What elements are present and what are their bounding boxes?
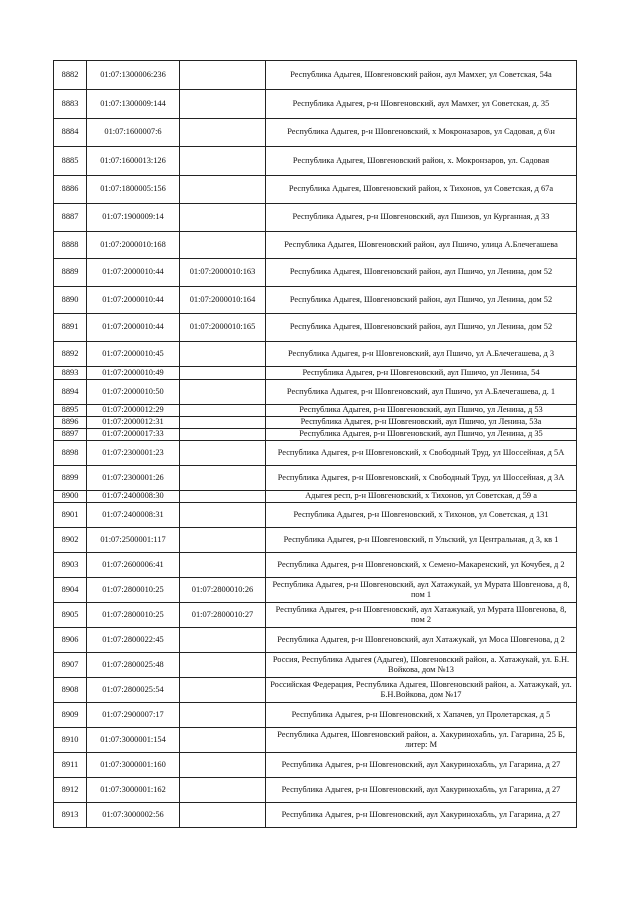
row-number-cell: 8902 [54, 528, 87, 553]
cadastral-number-cell: 01:07:3000001:162 [87, 778, 180, 803]
row-number-cell: 8887 [54, 204, 87, 232]
cadastral-number-cell: 01:07:2000010:44 [87, 287, 180, 314]
address-cell: Республика Адыгея, р-н Шовгеновский, аул Хатажукай, ул Моса Шовгенова, д 2 [266, 628, 577, 653]
table-row [54, 367, 577, 380]
cadastral-number-cell: 01:07:2000010:49 [87, 367, 180, 380]
row-number-cell: 8885 [54, 147, 87, 176]
cadastral-number-cell: 01:07:1600013:126 [87, 147, 180, 176]
premises-cadastral-cell [180, 380, 266, 405]
premises-cadastral-cell [180, 90, 266, 119]
cadastral-number-cell: 01:07:2400008:31 [87, 503, 180, 528]
cadastral-number-cell: 01:07:2000010:50 [87, 380, 180, 405]
address-cell: Республика Адыгея, р-н Шовгеновский, аул Хакуринохабль, ул Гагарина, д 27 [266, 753, 577, 778]
address-cell: Российская Федерация, Республика Адыгея, Шовгеновский район, а. Хатажукай, ул. Б.Н.Войкова, дом №17 [266, 678, 577, 703]
address-cell: Республика Адыгея, р-н Шовгеновский, аул Хакуринохабль, ул Гагарина, д 27 [266, 803, 577, 828]
row-number-cell: 8906 [54, 628, 87, 653]
address-cell: Республика Адыгея, Шовгеновский район, аул Пшичо, ул Ленина, дом 52 [266, 259, 577, 287]
premises-cadastral-cell [180, 653, 266, 678]
table-row [54, 417, 577, 429]
address-cell: Республика Адыгея, р-н Шовгеновский, х Семено-Макаренский, ул Кочубея, д 2 [266, 553, 577, 578]
cadastral-number-cell: 01:07:2000010:45 [87, 342, 180, 367]
cadastral-number-cell: 01:07:2300001:23 [87, 441, 180, 466]
cadastral-number-cell: 01:07:2000010:44 [87, 259, 180, 287]
premises-cadastral-cell [180, 703, 266, 728]
row-number-cell: 8882 [54, 61, 87, 90]
premises-cadastral-cell [180, 342, 266, 367]
property-registry-table [53, 60, 577, 828]
row-number-cell: 8907 [54, 653, 87, 678]
premises-cadastral-cell [180, 232, 266, 259]
table-row [54, 778, 577, 803]
address-cell: Республика Адыгея, р-н Шовгеновский, аул Мамхег, ул Советская, д. 35 [266, 90, 577, 119]
table-row [54, 405, 577, 417]
row-number-cell: 8884 [54, 119, 87, 147]
cadastral-number-cell: 01:07:2800010:25 [87, 578, 180, 603]
premises-cadastral-cell [180, 441, 266, 466]
table-row [54, 703, 577, 728]
premises-cadastral-cell [180, 503, 266, 528]
row-number-cell: 8910 [54, 728, 87, 753]
premises-cadastral-cell [180, 778, 266, 803]
address-cell: Республика Адыгея, Шовгеновский район, аул Пшичо, ул Ленина, дом 52 [266, 314, 577, 342]
table-row [54, 503, 577, 528]
table-row [54, 603, 577, 628]
cadastral-number-cell: 01:07:2000017:33 [87, 429, 180, 441]
cadastral-number-cell: 01:07:2600006:41 [87, 553, 180, 578]
cadastral-number-cell: 01:07:2500001:117 [87, 528, 180, 553]
address-cell: Республика Адыгея, р-н Шовгеновский, х Мокроназаров, ул Садовая, д 6\н [266, 119, 577, 147]
address-cell: Республика Адыгея, р-н Шовгеновский, аул Пшичо, ул Ленина, д 53 [266, 405, 577, 417]
table-row [54, 259, 577, 287]
premises-cadastral-cell [180, 528, 266, 553]
row-number-cell: 8893 [54, 367, 87, 380]
cadastral-number-cell: 01:07:1300006:236 [87, 61, 180, 90]
premises-cadastral-cell [180, 147, 266, 176]
premises-cadastral-cell: 01:07:2800010:27 [180, 603, 266, 628]
premises-cadastral-cell [180, 728, 266, 753]
address-cell: Республика Адыгея, р-н Шовгеновский, аул Пшичо, ул Ленина, д 35 [266, 429, 577, 441]
table-row [54, 147, 577, 176]
row-number-cell: 8911 [54, 753, 87, 778]
table-row [54, 176, 577, 204]
table-row [54, 342, 577, 367]
cadastral-number-cell: 01:07:3000002:56 [87, 803, 180, 828]
address-cell: Республика Адыгея, р-н Шовгеновский, аул Пшичо, ул А.Блечегашева, д. 1 [266, 380, 577, 405]
table-row [54, 491, 577, 503]
address-cell: Республика Адыгея, р-н Шовгеновский, х Свободный Труд, ул Шоссейная, д 5А [266, 441, 577, 466]
row-number-cell: 8897 [54, 429, 87, 441]
table-row [54, 232, 577, 259]
cadastral-number-cell: 01:07:1300009:144 [87, 90, 180, 119]
address-cell: Республика Адыгея, р-н Шовгеновский, аул Пшичо, ул А.Блечегашева, д 3 [266, 342, 577, 367]
premises-cadastral-cell [180, 119, 266, 147]
cadastral-number-cell: 01:07:2400008:30 [87, 491, 180, 503]
cadastral-number-cell: 01:07:1600007:6 [87, 119, 180, 147]
premises-cadastral-cell [180, 367, 266, 380]
address-cell: Республика Адыгея, р-н Шовгеновский, аул Пшичо, ул Ленина, 54 [266, 367, 577, 380]
row-number-cell: 8898 [54, 441, 87, 466]
address-cell: Республика Адыгея, Шовгеновский район, х. Мокронзаров, ул. Садовая [266, 147, 577, 176]
table-row [54, 553, 577, 578]
cadastral-number-cell: 01:07:2800022:45 [87, 628, 180, 653]
premises-cadastral-cell [180, 466, 266, 491]
address-cell: Республика Адыгея, р-н Шовгеновский, аул Хатажукай, ул Мурата Шовгенова, д 8, пом 1 [266, 578, 577, 603]
premises-cadastral-cell [180, 678, 266, 703]
table-row [54, 429, 577, 441]
address-cell: Республика Адыгея, р-н Шовгеновский, х Хапачев, ул Пролетарская, д 5 [266, 703, 577, 728]
table-row [54, 466, 577, 491]
address-cell: Республика Адыгея, р-н Шовгеновский, п Ульский, ул Центральная, д 3, кв 1 [266, 528, 577, 553]
cadastral-number-cell: 01:07:2000012:31 [87, 417, 180, 429]
row-number-cell: 8908 [54, 678, 87, 703]
address-cell: Республика Адыгея, р-н Шовгеновский, аул Хатажукай, ул Мурата Шовгенова, 8, пом 2 [266, 603, 577, 628]
address-cell: Республика Адыгея, р-н Шовгеновский, аул Пшичо, ул Ленина, 53а [266, 417, 577, 429]
address-cell: Республика Адыгея, Шовгеновский район, аул Пшичо, ул Ленина, дом 52 [266, 287, 577, 314]
row-number-cell: 8909 [54, 703, 87, 728]
table-row [54, 803, 577, 828]
cadastral-number-cell: 01:07:3000001:154 [87, 728, 180, 753]
address-cell: Республика Адыгея, р-н Шовгеновский, аул Пшизов, ул Курганная, д 33 [266, 204, 577, 232]
premises-cadastral-cell: 01:07:2000010:164 [180, 287, 266, 314]
table-row [54, 628, 577, 653]
address-cell: Адыгея респ, р-н Шовгеновский, х Тихонов, ул Советская, д 59 а [266, 491, 577, 503]
table-row [54, 653, 577, 678]
address-cell: Республика Адыгея, р-н Шовгеновский, аул Хакуринохабль, ул Гагарина, д 27 [266, 778, 577, 803]
table-row [54, 578, 577, 603]
premises-cadastral-cell [180, 176, 266, 204]
address-cell: Республика Адыгея, Шовгеновский район, х Тихонов, ул Советская, д 67а [266, 176, 577, 204]
premises-cadastral-cell [180, 553, 266, 578]
premises-cadastral-cell [180, 417, 266, 429]
table-row [54, 90, 577, 119]
table-row [54, 204, 577, 232]
premises-cadastral-cell [180, 204, 266, 232]
row-number-cell: 8883 [54, 90, 87, 119]
row-number-cell: 8903 [54, 553, 87, 578]
premises-cadastral-cell [180, 628, 266, 653]
cadastral-number-cell: 01:07:2900007:17 [87, 703, 180, 728]
row-number-cell: 8886 [54, 176, 87, 204]
cadastral-number-cell: 01:07:2300001:26 [87, 466, 180, 491]
table-row [54, 61, 577, 90]
row-number-cell: 8904 [54, 578, 87, 603]
row-number-cell: 8913 [54, 803, 87, 828]
premises-cadastral-cell: 01:07:2800010:26 [180, 578, 266, 603]
table-row [54, 678, 577, 703]
premises-cadastral-cell [180, 491, 266, 503]
row-number-cell: 8901 [54, 503, 87, 528]
row-number-cell: 8905 [54, 603, 87, 628]
registry-table-body [54, 61, 577, 828]
row-number-cell: 8889 [54, 259, 87, 287]
cadastral-number-cell: 01:07:2000010:44 [87, 314, 180, 342]
row-number-cell: 8895 [54, 405, 87, 417]
cadastral-number-cell: 01:07:2000010:168 [87, 232, 180, 259]
table-row [54, 528, 577, 553]
cadastral-number-cell: 01:07:2800010:25 [87, 603, 180, 628]
address-cell: Россия, Республика Адыгея (Адыгея), Шовгеновский район, а. Хатажукай, ул. Б.Н. Войкова, дом №13 [266, 653, 577, 678]
row-number-cell: 8912 [54, 778, 87, 803]
table-row [54, 441, 577, 466]
row-number-cell: 8892 [54, 342, 87, 367]
premises-cadastral-cell [180, 753, 266, 778]
table-row [54, 380, 577, 405]
row-number-cell: 8890 [54, 287, 87, 314]
row-number-cell: 8891 [54, 314, 87, 342]
cadastral-number-cell: 01:07:2800025:48 [87, 653, 180, 678]
table-row [54, 728, 577, 753]
document-page [53, 60, 576, 828]
row-number-cell: 8896 [54, 417, 87, 429]
row-number-cell: 8899 [54, 466, 87, 491]
cadastral-number-cell: 01:07:3000001:160 [87, 753, 180, 778]
address-cell: Республика Адыгея, р-н Шовгеновский, х Свободный Труд, ул Шоссейная, д 3А [266, 466, 577, 491]
address-cell: Республика Адыгея, Шовгеновский район, аул Мамхег, ул Советская, 54а [266, 61, 577, 90]
address-cell: Республика Адыгея, Шовгеновский район, а. Хакуринохабль, ул. Гагарина, 25 Б, литер: М [266, 728, 577, 753]
premises-cadastral-cell [180, 803, 266, 828]
row-number-cell: 8894 [54, 380, 87, 405]
premises-cadastral-cell: 01:07:2000010:165 [180, 314, 266, 342]
premises-cadastral-cell [180, 405, 266, 417]
premises-cadastral-cell [180, 429, 266, 441]
table-row [54, 314, 577, 342]
table-row [54, 287, 577, 314]
cadastral-number-cell: 01:07:1900009:14 [87, 204, 180, 232]
address-cell: Республика Адыгея, р-н Шовгеновский, х Тихонов, ул Советская, д 131 [266, 503, 577, 528]
row-number-cell: 8900 [54, 491, 87, 503]
premises-cadastral-cell [180, 61, 266, 90]
table-row [54, 119, 577, 147]
premises-cadastral-cell: 01:07:2000010:163 [180, 259, 266, 287]
table-row [54, 753, 577, 778]
address-cell: Республика Адыгея, Шовгеновский район, аул Пшичо, улица А.Блечегашева [266, 232, 577, 259]
row-number-cell: 8888 [54, 232, 87, 259]
cadastral-number-cell: 01:07:2000012:29 [87, 405, 180, 417]
cadastral-number-cell: 01:07:2800025:54 [87, 678, 180, 703]
cadastral-number-cell: 01:07:1800005:156 [87, 176, 180, 204]
